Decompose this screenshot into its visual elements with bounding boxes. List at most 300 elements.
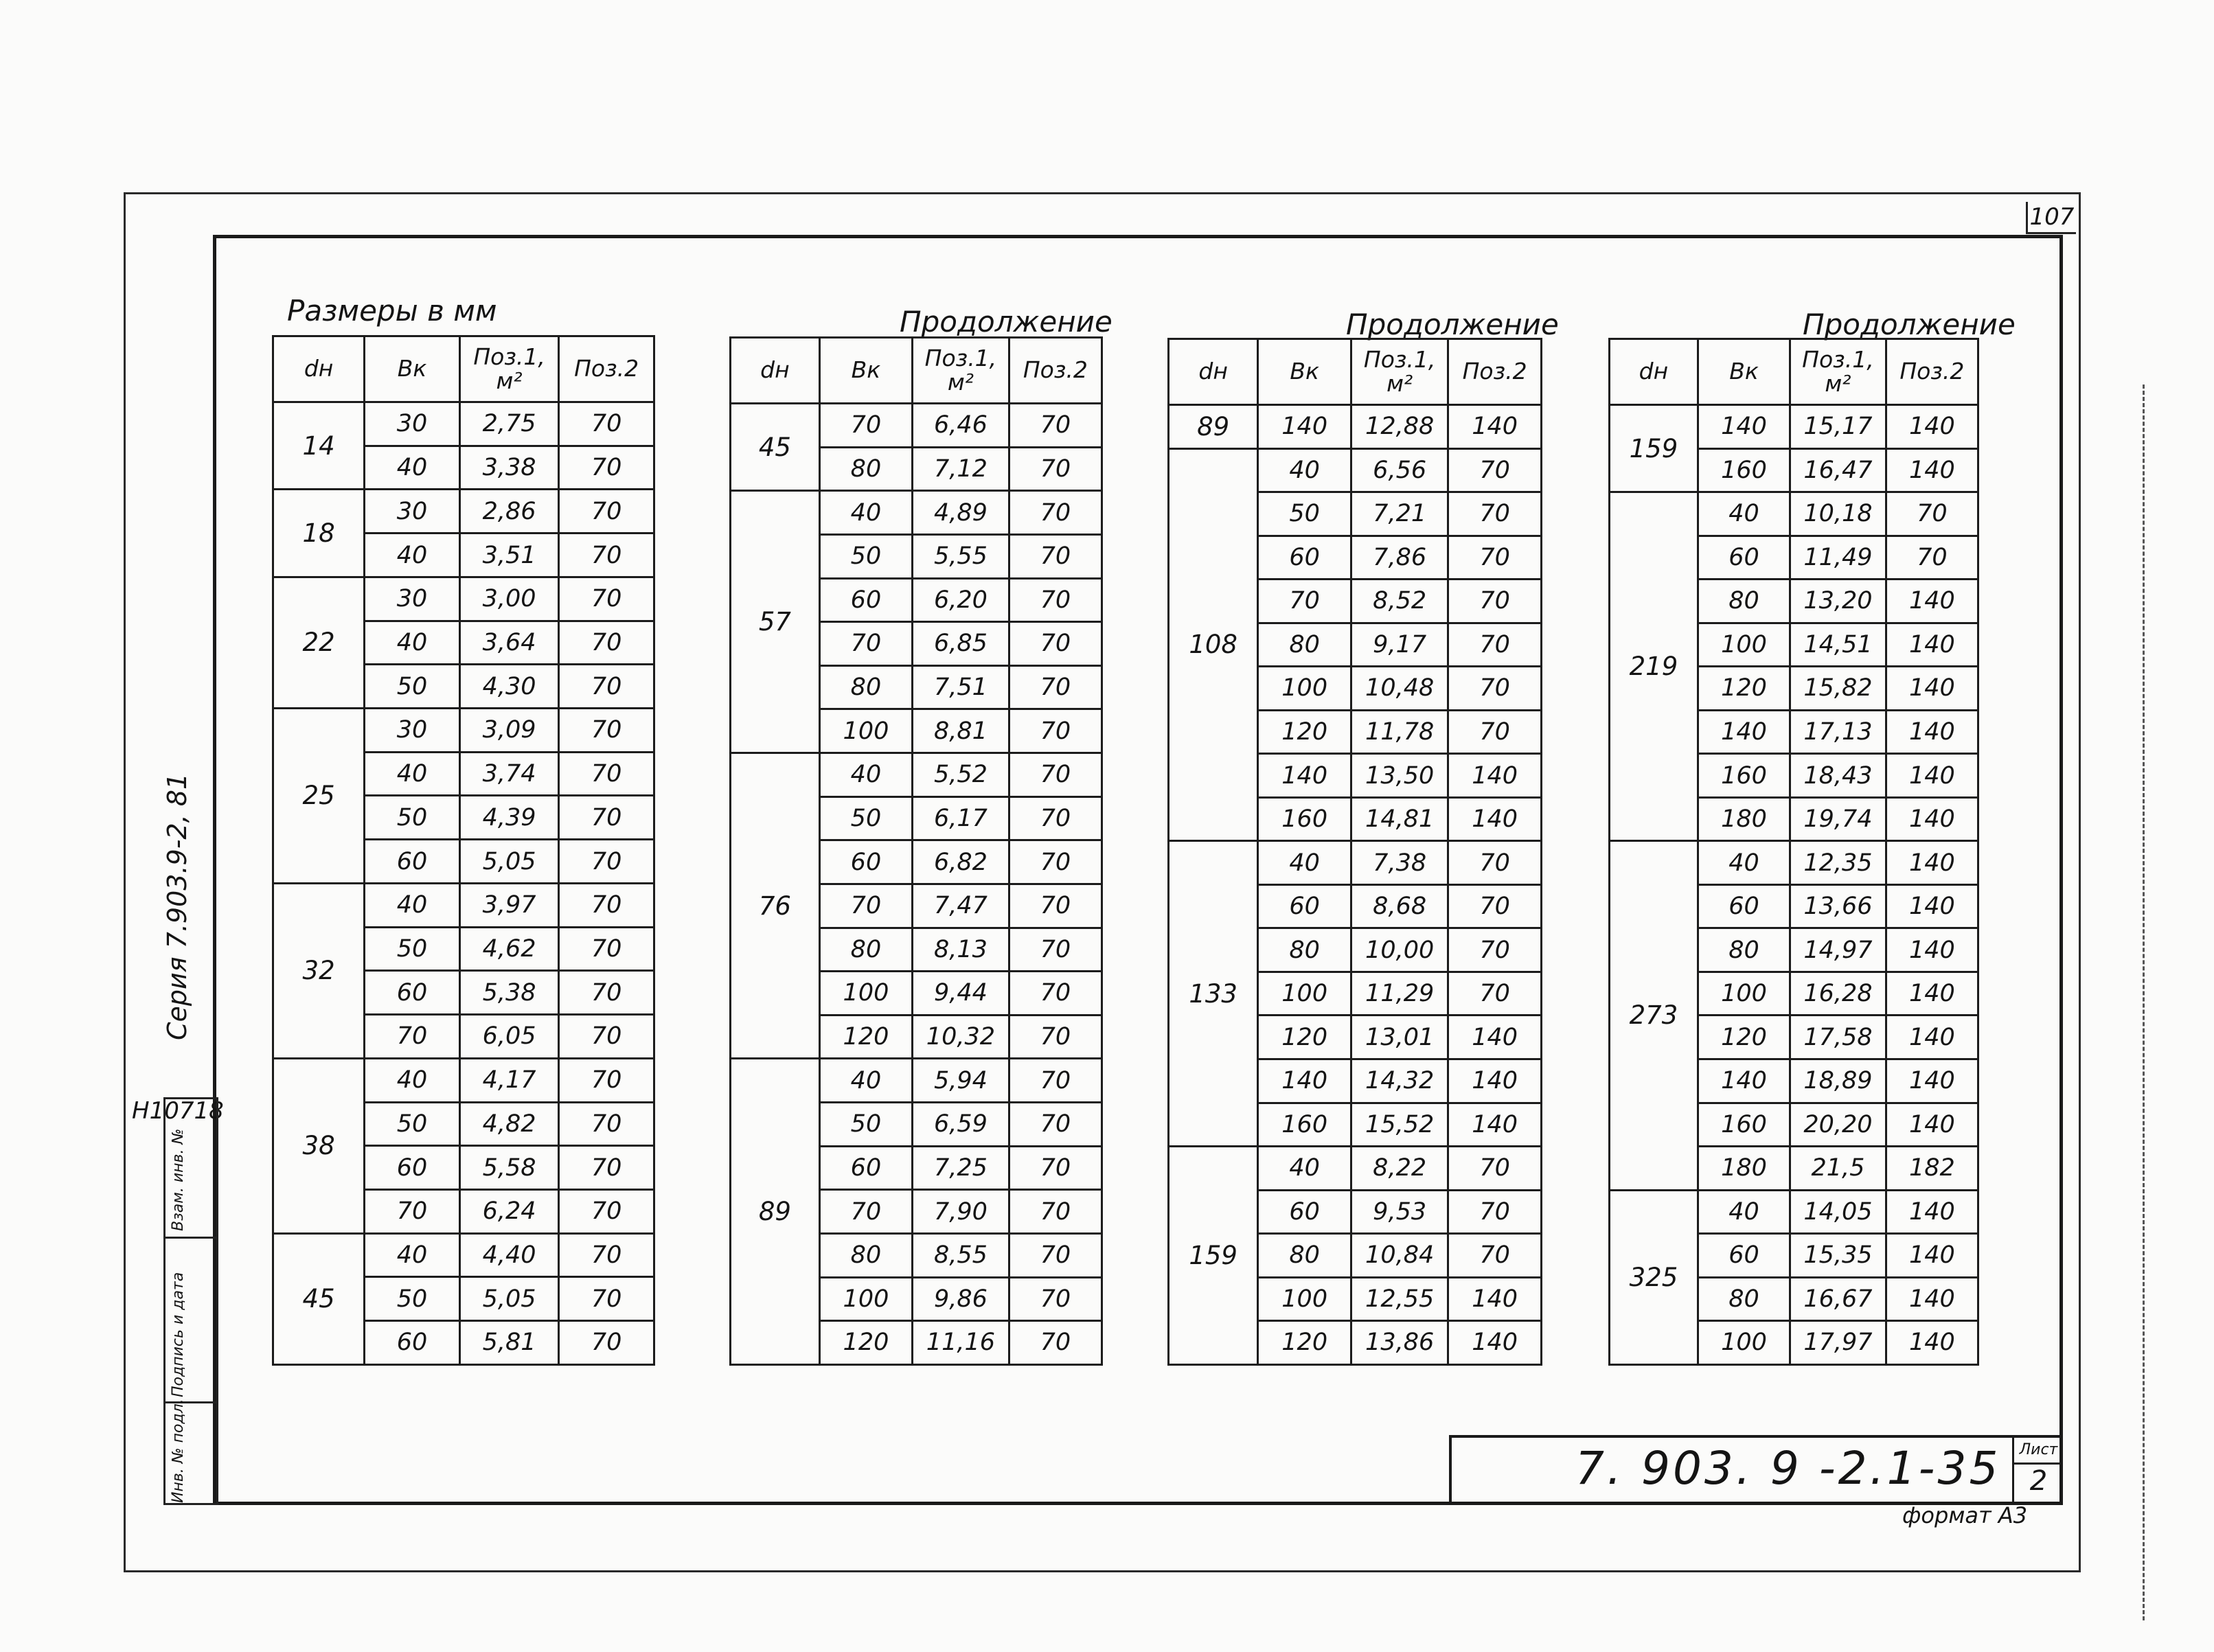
inventory-number: Н10718 — [132, 1097, 224, 1125]
poz2-cell: 70 — [559, 1189, 654, 1233]
poz2-cell: 70 — [1009, 796, 1102, 840]
table-row — [1610, 1190, 1978, 1234]
bk-cell: 100 — [1698, 1321, 1790, 1365]
dn-cell: 325 — [1610, 1190, 1698, 1364]
poz1-cell: 10,00 — [1351, 928, 1448, 972]
bk-cell: 50 — [819, 1103, 912, 1147]
stamp-sign-date: Подпись и дата — [170, 1272, 187, 1397]
poz1-cell: 3,09 — [459, 709, 558, 753]
poz2-cell: 140 — [1448, 1277, 1542, 1321]
poz1-cell: 12,88 — [1351, 405, 1448, 449]
poz2-cell: 70 — [559, 402, 654, 446]
poz2-cell: 70 — [559, 446, 654, 490]
poz2-cell: 70 — [1886, 536, 1978, 580]
poz2-cell: 140 — [1886, 1103, 1978, 1147]
bk-cell: 140 — [1258, 1059, 1351, 1103]
poz2-cell: 70 — [1448, 580, 1542, 623]
col-poz1-header — [459, 336, 558, 402]
poz1-cell: 5,05 — [459, 840, 558, 884]
bk-cell: 40 — [819, 491, 912, 535]
dn-cell: 38 — [273, 1058, 365, 1233]
col-bk-header: Bк — [1258, 339, 1351, 405]
bk-cell: 100 — [1258, 972, 1351, 1016]
poz1-cell: 6,17 — [913, 796, 1009, 840]
poz1-cell: 7,90 — [913, 1190, 1009, 1234]
poz1-cell: 6,82 — [913, 840, 1009, 884]
poz1-cell: 3,64 — [459, 621, 558, 665]
sheet-label: Лист — [2014, 1438, 2063, 1465]
table-row — [1169, 1147, 1542, 1191]
bk-cell: 100 — [1258, 1277, 1351, 1321]
bk-cell: 140 — [1698, 405, 1790, 449]
bk-cell: 80 — [819, 665, 912, 709]
poz2-cell: 70 — [559, 621, 654, 665]
bk-cell: 60 — [1258, 536, 1351, 580]
bk-cell: 40 — [365, 1233, 460, 1277]
bk-cell: 70 — [819, 884, 912, 928]
bk-cell: 40 — [1258, 841, 1351, 885]
poz2-cell: 70 — [1009, 928, 1102, 972]
col-poz1-header — [913, 338, 1009, 404]
dn-cell: 14 — [273, 402, 365, 490]
poz2-cell: 70 — [559, 1058, 654, 1102]
table-row — [273, 402, 654, 446]
poz1-cell: 21,5 — [1790, 1147, 1886, 1191]
bk-cell: 120 — [1698, 667, 1790, 711]
poz1-cell: 4,30 — [459, 665, 558, 709]
poz2-cell: 70 — [1009, 534, 1102, 578]
poz1-cell: 17,13 — [1790, 710, 1886, 754]
dn-cell: 76 — [731, 753, 820, 1059]
poz2-cell: 140 — [1886, 580, 1978, 623]
dn-cell: 219 — [1610, 492, 1698, 841]
bk-cell: 40 — [365, 621, 460, 665]
poz2-cell: 70 — [1009, 1146, 1102, 1190]
poz2-cell: 70 — [1009, 709, 1102, 753]
dn-cell: 57 — [731, 491, 820, 753]
bk-cell: 60 — [365, 1321, 460, 1365]
poz1-cell: 7,12 — [913, 447, 1009, 491]
poz2-cell: 70 — [559, 490, 654, 534]
col-bk-header: Bк — [1698, 339, 1790, 405]
bk-cell: 40 — [365, 1058, 460, 1102]
poz1-cell: 18,89 — [1790, 1059, 1886, 1103]
poz2-cell: 140 — [1886, 623, 1978, 667]
poz2-cell: 70 — [1009, 1103, 1102, 1147]
poz1-cell: 16,28 — [1790, 972, 1886, 1016]
dn-cell: 32 — [273, 883, 365, 1058]
poz2-cell: 70 — [1448, 884, 1542, 928]
sheet-number-top: 107 — [2026, 202, 2076, 234]
poz1-cell: 15,35 — [1790, 1234, 1886, 1278]
poz1-cell: 8,68 — [1351, 884, 1448, 928]
poz1-cell: 12,55 — [1351, 1277, 1448, 1321]
dn-cell: 22 — [273, 577, 365, 708]
bk-cell: 160 — [1258, 797, 1351, 841]
poz1-cell: 19,74 — [1790, 797, 1886, 841]
poz2-cell: 70 — [1448, 492, 1542, 536]
bk-cell: 30 — [365, 402, 460, 446]
poz2-cell: 140 — [1448, 1059, 1542, 1103]
poz1-unit: м² — [1825, 369, 1851, 397]
poz2-cell: 70 — [1448, 928, 1542, 972]
bk-cell: 120 — [1258, 1016, 1351, 1059]
bk-cell: 60 — [819, 1146, 912, 1190]
poz1-cell: 13,66 — [1790, 884, 1886, 928]
poz1-cell: 5,38 — [459, 971, 558, 1015]
bk-cell: 70 — [1258, 580, 1351, 623]
bk-cell: 50 — [365, 1277, 460, 1321]
poz1-cell: 16,67 — [1790, 1277, 1886, 1321]
poz2-cell: 70 — [1448, 1147, 1542, 1191]
poz2-cell: 70 — [1009, 1321, 1102, 1365]
poz1-cell: 8,13 — [913, 928, 1009, 972]
poz2-cell: 70 — [1009, 972, 1102, 1016]
poz1-cell: 2,75 — [459, 402, 558, 446]
bk-cell: 100 — [819, 709, 912, 753]
poz2-cell: 70 — [559, 927, 654, 971]
poz2-cell: 70 — [559, 1277, 654, 1321]
poz2-cell: 70 — [559, 709, 654, 753]
bk-cell: 30 — [365, 709, 460, 753]
bk-cell: 80 — [1258, 1234, 1351, 1278]
poz1-cell: 10,84 — [1351, 1234, 1448, 1278]
poz2-cell: 70 — [1448, 667, 1542, 711]
poz2-cell: 140 — [1886, 710, 1978, 754]
poz1-cell: 15,17 — [1790, 405, 1886, 449]
poz2-cell: 70 — [559, 840, 654, 884]
poz1-unit: м² — [496, 367, 523, 394]
col-poz1-header — [1351, 339, 1448, 405]
table-row — [731, 753, 1102, 797]
poz1-cell: 18,43 — [1790, 754, 1886, 798]
table-row — [1169, 405, 1542, 449]
poz2-cell: 140 — [1448, 754, 1542, 798]
poz2-cell: 70 — [1009, 578, 1102, 622]
poz1-cell: 13,86 — [1351, 1321, 1448, 1365]
poz1-cell: 5,55 — [913, 534, 1009, 578]
bk-cell: 60 — [819, 840, 912, 884]
poz1-cell: 7,38 — [1351, 841, 1448, 885]
poz2-cell: 70 — [1009, 447, 1102, 491]
poz1-cell: 4,39 — [459, 796, 558, 840]
poz1-cell: 10,32 — [913, 1015, 1009, 1059]
poz1-cell: 14,81 — [1351, 797, 1448, 841]
poz1-cell: 14,97 — [1790, 928, 1886, 972]
poz1-cell: 3,00 — [459, 577, 558, 621]
dn-cell: 25 — [273, 709, 365, 884]
bk-cell: 100 — [1698, 623, 1790, 667]
bk-cell: 80 — [1698, 928, 1790, 972]
series-label: Серия 7.903.9-2, 81 — [162, 772, 192, 1040]
poz2-cell: 70 — [1448, 841, 1542, 885]
bk-cell: 120 — [1258, 1321, 1351, 1365]
poz1-cell: 8,81 — [913, 709, 1009, 753]
bk-cell: 120 — [1258, 710, 1351, 754]
poz2-cell: 140 — [1886, 1059, 1978, 1103]
bk-cell: 100 — [819, 1277, 912, 1321]
bk-cell: 140 — [1698, 1059, 1790, 1103]
poz2-cell: 70 — [1009, 1059, 1102, 1103]
bk-cell: 80 — [1258, 623, 1351, 667]
bk-cell: 80 — [1258, 928, 1351, 972]
stamp-inv-orig: Инв. № подл. — [170, 1399, 187, 1503]
bk-cell: 60 — [1698, 884, 1790, 928]
caption-continuation-2: Продолжение — [1346, 308, 1559, 341]
poz2-cell: 140 — [1448, 1321, 1542, 1365]
bk-cell: 40 — [365, 446, 460, 490]
poz2-cell: 70 — [1009, 1277, 1102, 1321]
poz2-cell: 70 — [559, 1102, 654, 1146]
table-row — [1610, 405, 1978, 449]
dn-cell: 45 — [273, 1233, 365, 1364]
poz2-cell: 70 — [559, 883, 654, 927]
bk-cell: 60 — [365, 971, 460, 1015]
bk-cell: 40 — [1698, 1190, 1790, 1234]
bk-cell: 70 — [819, 404, 912, 448]
poz1-cell: 6,24 — [459, 1189, 558, 1233]
bk-cell: 120 — [819, 1321, 912, 1365]
poz2-cell: 70 — [1886, 492, 1978, 536]
caption-sizes: Размеры в мм — [287, 294, 497, 328]
poz1-label: Поз.1, — [924, 344, 997, 371]
stamp-replaced-inv: Взам. инв. № — [170, 1128, 187, 1231]
bk-cell: 140 — [1258, 405, 1351, 449]
table-row — [273, 577, 654, 621]
poz1-cell: 12,35 — [1790, 841, 1886, 885]
poz2-cell: 140 — [1886, 841, 1978, 885]
poz2-cell: 140 — [1886, 797, 1978, 841]
poz2-cell: 140 — [1886, 405, 1978, 449]
poz2-cell: 70 — [1009, 1233, 1102, 1277]
poz1-cell: 8,22 — [1351, 1147, 1448, 1191]
poz1-cell: 9,17 — [1351, 623, 1448, 667]
poz2-cell: 140 — [1886, 972, 1978, 1016]
bk-cell: 60 — [819, 578, 912, 622]
bk-cell: 40 — [1258, 448, 1351, 492]
bk-cell: 40 — [819, 1059, 912, 1103]
poz2-cell: 140 — [1886, 1234, 1978, 1278]
spec-table-3 — [1167, 338, 1542, 1366]
poz1-cell: 7,86 — [1351, 536, 1448, 580]
poz2-cell: 70 — [1448, 448, 1542, 492]
poz1-cell: 7,47 — [913, 884, 1009, 928]
poz2-cell: 70 — [559, 752, 654, 796]
poz1-cell: 3,74 — [459, 752, 558, 796]
poz2-cell: 140 — [1886, 1321, 1978, 1365]
poz1-cell: 16,47 — [1790, 448, 1886, 492]
col-bk-header: Bк — [819, 338, 912, 404]
poz1-cell: 14,05 — [1790, 1190, 1886, 1234]
bk-cell: 40 — [365, 534, 460, 577]
poz2-cell: 140 — [1886, 884, 1978, 928]
poz2-cell: 70 — [559, 665, 654, 709]
table-row — [273, 709, 654, 753]
poz1-cell: 20,20 — [1790, 1103, 1886, 1147]
poz1-cell: 8,52 — [1351, 580, 1448, 623]
col-dn-header: dн — [731, 338, 820, 404]
poz2-cell: 182 — [1886, 1147, 1978, 1191]
bk-cell: 160 — [1698, 754, 1790, 798]
poz1-cell: 7,51 — [913, 665, 1009, 709]
caption-continuation-3: Продолжение — [1803, 308, 2016, 341]
poz2-cell: 70 — [1448, 710, 1542, 754]
col-dn-header: dн — [1169, 339, 1258, 405]
table-row — [731, 1059, 1102, 1103]
poz2-cell: 70 — [1448, 623, 1542, 667]
col-poz2-header: Поз.2 — [1448, 339, 1542, 405]
poz2-cell: 70 — [559, 1146, 654, 1190]
poz2-cell: 70 — [1448, 972, 1542, 1016]
bk-cell: 70 — [819, 622, 912, 666]
poz1-cell: 3,38 — [459, 446, 558, 490]
poz2-cell: 70 — [1009, 491, 1102, 535]
dn-cell: 159 — [1169, 1147, 1258, 1365]
poz2-cell: 70 — [1448, 536, 1542, 580]
poz1-cell: 7,25 — [913, 1146, 1009, 1190]
bk-cell: 160 — [1698, 448, 1790, 492]
poz2-cell: 70 — [1448, 1190, 1542, 1234]
bk-cell: 70 — [819, 1190, 912, 1234]
poz2-cell: 140 — [1886, 754, 1978, 798]
dn-cell: 89 — [1169, 405, 1258, 449]
caption-continuation-1: Продолжение — [900, 305, 1112, 339]
poz1-cell: 2,86 — [459, 490, 558, 534]
bk-cell: 60 — [1698, 536, 1790, 580]
bk-cell: 100 — [1258, 667, 1351, 711]
format-label: формат А3 — [1902, 1502, 2028, 1528]
poz1-cell: 13,01 — [1351, 1016, 1448, 1059]
bk-cell: 80 — [819, 447, 912, 491]
poz1-cell: 11,78 — [1351, 710, 1448, 754]
sheet-box — [2012, 1438, 2063, 1505]
poz1-cell: 11,29 — [1351, 972, 1448, 1016]
dn-cell: 108 — [1169, 448, 1258, 841]
bk-cell: 40 — [819, 753, 912, 797]
poz2-cell: 140 — [1886, 928, 1978, 972]
poz2-cell: 140 — [1448, 405, 1542, 449]
dn-cell: 45 — [731, 404, 820, 491]
poz2-cell: 70 — [1009, 665, 1102, 709]
bk-cell: 30 — [365, 490, 460, 534]
poz1-cell: 5,52 — [913, 753, 1009, 797]
col-poz1-header — [1790, 339, 1886, 405]
poz2-cell: 70 — [1009, 753, 1102, 797]
dn-cell: 273 — [1610, 841, 1698, 1190]
poz1-cell: 8,55 — [913, 1233, 1009, 1277]
bk-cell: 50 — [365, 927, 460, 971]
dn-cell: 89 — [731, 1059, 820, 1364]
document-code: 7. 903. 9 -2.1-35 — [1575, 1442, 2001, 1495]
poz1-cell: 17,58 — [1790, 1016, 1886, 1059]
poz2-cell: 70 — [1448, 1234, 1542, 1278]
poz1-cell: 4,62 — [459, 927, 558, 971]
poz1-cell: 13,50 — [1351, 754, 1448, 798]
poz2-cell: 140 — [1886, 1277, 1978, 1321]
poz1-cell: 10,48 — [1351, 667, 1448, 711]
bk-cell: 140 — [1698, 710, 1790, 754]
poz1-cell: 7,21 — [1351, 492, 1448, 536]
bk-cell: 60 — [365, 1146, 460, 1190]
spec-table-2 — [729, 336, 1103, 1366]
poz1-cell: 5,05 — [459, 1277, 558, 1321]
bk-cell: 160 — [1258, 1103, 1351, 1147]
poz2-cell: 70 — [1009, 884, 1102, 928]
poz1-cell: 15,52 — [1351, 1103, 1448, 1147]
col-poz2-header: Поз.2 — [1009, 338, 1102, 404]
poz1-cell: 11,49 — [1790, 536, 1886, 580]
bk-cell: 50 — [365, 796, 460, 840]
poz1-cell: 4,89 — [913, 491, 1009, 535]
poz2-cell: 70 — [1009, 840, 1102, 884]
edge-marks — [2143, 385, 2150, 1620]
poz1-cell: 5,81 — [459, 1321, 558, 1365]
poz1-cell: 4,17 — [459, 1058, 558, 1102]
dn-cell: 159 — [1610, 405, 1698, 492]
poz2-cell: 70 — [1009, 404, 1102, 448]
bk-cell: 140 — [1258, 754, 1351, 798]
poz1-cell: 5,94 — [913, 1059, 1009, 1103]
bk-cell: 50 — [1258, 492, 1351, 536]
poz1-cell: 9,44 — [913, 972, 1009, 1016]
col-bk-header: Bк — [365, 336, 460, 402]
poz1-cell: 10,18 — [1790, 492, 1886, 536]
poz1-cell: 11,16 — [913, 1321, 1009, 1365]
table-row — [731, 491, 1102, 535]
poz1-cell: 15,82 — [1790, 667, 1886, 711]
poz1-cell: 3,51 — [459, 534, 558, 577]
poz2-cell: 140 — [1886, 448, 1978, 492]
bk-cell: 60 — [1698, 1234, 1790, 1278]
poz2-cell: 70 — [1009, 622, 1102, 666]
bk-cell: 30 — [365, 577, 460, 621]
dn-cell: 133 — [1169, 841, 1258, 1147]
poz2-cell: 140 — [1886, 1190, 1978, 1234]
poz1-cell: 5,58 — [459, 1146, 558, 1190]
poz1-cell: 4,40 — [459, 1233, 558, 1277]
spec-table-4 — [1608, 338, 1979, 1366]
poz2-cell: 70 — [559, 1015, 654, 1059]
bk-cell: 120 — [819, 1015, 912, 1059]
poz2-cell: 70 — [559, 971, 654, 1015]
bk-cell: 50 — [819, 796, 912, 840]
poz2-cell: 70 — [1009, 1015, 1102, 1059]
bk-cell: 80 — [819, 928, 912, 972]
bk-cell: 70 — [365, 1015, 460, 1059]
poz1-label: Поз.1, — [473, 343, 545, 370]
left-stamp-block — [163, 1097, 218, 1505]
table-row — [273, 1233, 654, 1277]
poz1-unit: м² — [947, 368, 974, 395]
table-row — [731, 404, 1102, 448]
poz2-cell: 70 — [559, 577, 654, 621]
table-row — [1610, 492, 1978, 536]
bk-cell: 180 — [1698, 797, 1790, 841]
bk-cell: 50 — [365, 665, 460, 709]
poz2-cell: 70 — [559, 796, 654, 840]
bk-cell: 40 — [365, 752, 460, 796]
poz1-cell: 17,97 — [1790, 1321, 1886, 1365]
poz2-cell: 70 — [559, 1321, 654, 1365]
poz1-cell: 13,20 — [1790, 580, 1886, 623]
poz2-cell: 140 — [1448, 1016, 1542, 1059]
poz1-cell: 6,56 — [1351, 448, 1448, 492]
bk-cell: 40 — [365, 883, 460, 927]
poz1-cell: 9,86 — [913, 1277, 1009, 1321]
bk-cell: 60 — [365, 840, 460, 884]
bk-cell: 180 — [1698, 1147, 1790, 1191]
poz1-cell: 6,85 — [913, 622, 1009, 666]
